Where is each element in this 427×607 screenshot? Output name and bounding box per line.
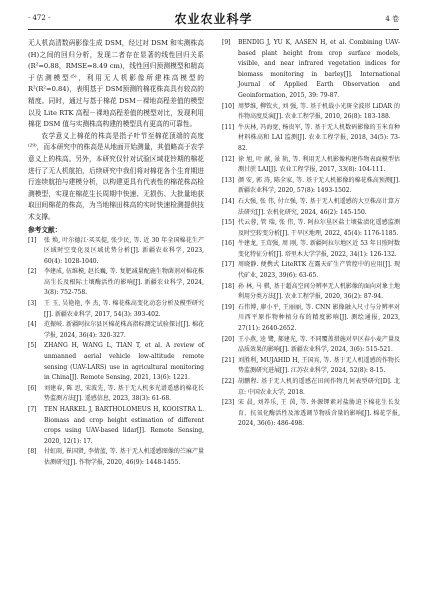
- reference-number: [11]: [222, 123, 235, 131]
- reference-number: [17]: [222, 261, 235, 269]
- journal-title: 农业农业科学: [174, 12, 253, 26]
- reference-list: [28, 236, 204, 469]
- reference-item: [28, 447, 204, 468]
- reference-text: 牛庆林, 冯海宽, 杨贵军, 等. 基于无人机数码影像的玉米育种材料株高和 LAI 监测[J]. 农业工程学报, 2018, 34(5): 73-82.: [238, 123, 400, 152]
- reference-number: [21]: [222, 356, 235, 364]
- reference-text: 胡鹏程. 基于无人机的遥感在田间作物几何表型研究[D]. 北京: 中国农业大学, 2018.: [238, 378, 400, 396]
- reference-number: [10]: [222, 102, 235, 110]
- reference-text: 付虹雨, 崔国贤, 李倩蓝, 等. 基于无人机遥感图像的苎麻产量估测研究[J]. 作物学报, 2020, 46(9): 1448-1455.: [44, 448, 204, 466]
- reference-text: BENDIG J, YU K, AASEN H, et al. Combining UAV-based plant height from crop surface models, visible, and near infrared vegetation indices for biomass monitoring in barley[J]. International Journal of Applied Earth Observation and Geoinformation, 2015, 39: 79-87.: [238, 39, 400, 99]
- reference-text: 牛建龙, 王茸强, 周 刚, 等. 新疆阿拉尔地区近 53 年日照时数变化特征分析[J]. 塔里木大学学报, 2022, 34(1): 126-132.: [238, 240, 400, 258]
- reference-item: [28, 320, 204, 341]
- reference-item: [222, 38, 400, 102]
- reference-number: [13]: [222, 176, 235, 184]
- reference-item: [222, 239, 400, 260]
- reference-text: ZHANG H, WANG L, TIAN T, et al. A review of unmanned aerial vehicle low-altitude remote sensing (UAV-LARS) use in agricultural monitoring in China[J]. Remote Sensing, 2021, 13(6): 1221.: [44, 342, 204, 382]
- reference-item: [222, 155, 400, 176]
- reference-item: [222, 303, 400, 335]
- reference-number: [3]: [28, 300, 37, 308]
- body-paragraph: 无人机高清数码影像生成 DSM，经过对 DSM 和实测株高 (H)之间的回归分析，发现二者存在显著的线性回归关系(R²=0.88，RMSE=8.49 cm)，线性回归预测模型和精高于估测模型⁽⁵⁾，利用无人机影像所建株高模型的R²(R²=0.84)，表明基于 DSM预测的棉花株高具有较高的精度。同时，通过与基于棉花 DSM－裸地高程差值的模型以及 Lite RTK 高程－裸地高程差值的模型对比，发现利用棉花 DSM 值与实测株高构建的模型具有更高的可靠性。: [28, 39, 204, 129]
- reference-item: [222, 282, 400, 303]
- reference-text: 宋 晨, 刘养乐, 王 茵, 等. 外源钾素对盐胁迫下棉花生长发育、抗氧化酶活性及渗透调节物质含量的影响[J]. 棉花学报, 2024, 36(6): 486-498.: [238, 399, 400, 428]
- reference-number: [22]: [222, 378, 235, 385]
- reference-item: [28, 405, 204, 447]
- page-header: [28, 10, 399, 28]
- reference-item: [222, 197, 400, 218]
- reference-item: [222, 356, 400, 377]
- reference-number: [16]: [222, 240, 235, 248]
- right-column: [222, 38, 400, 430]
- reference-text: 刘建春, 陈 思, 宋波先, 等. 基于无人机多光谱遥感的棉花长势监测方法[J]. 遥感信息, 2023, 38(3): 61-68.: [44, 384, 204, 403]
- reference-number: [7]: [28, 406, 37, 413]
- reference-number: [15]: [222, 219, 235, 227]
- reference-number: [23]: [222, 399, 235, 407]
- references-heading: 参考文献：: [28, 225, 62, 234]
- reference-number: [14]: [222, 197, 235, 205]
- reference-text: 范振岐. 新疆阿拉尔县区棉花株高指标测定试验探讨[J]. 棉花学报, 2024, 36(4): 320-327.: [44, 321, 204, 339]
- reference-item: [222, 218, 400, 239]
- reference-item: [222, 260, 400, 281]
- reference-number: [9]: [222, 39, 231, 46]
- reference-number: [19]: [222, 303, 235, 311]
- reference-number: [8]: [28, 448, 37, 456]
- reference-text: 徐 旭, 叶 献, 景 轨, 等. 利用无人机影像构建作物表面模型估测甘蔗 LAI[J]. 农业工程学报, 2017, 33(8): 104-111.: [238, 155, 400, 174]
- header-rule: [28, 29, 399, 30]
- reference-number: [12]: [222, 155, 235, 163]
- reference-item: [28, 236, 204, 268]
- reference-text: 颜 安, 郭 涛, 陈全家, 等. 基于无人机影像的棉花株高预测[J]. 新疆农业科学, 2020, 57(8): 1493-1502.: [238, 176, 400, 195]
- reference-number: [6]: [28, 384, 37, 392]
- page-number: · 472 ·: [28, 14, 51, 22]
- reference-item: [28, 341, 204, 383]
- volume-label: 4 卷: [385, 15, 399, 23]
- reference-number: [1]: [28, 236, 37, 244]
- reference-text: 刘胜利, MUJAHID H, 王国宾, 等. 基于无人机遥感的作物长势监测研究进展[J]. 江苏农业科学, 2024, 52(8): 8-15.: [238, 356, 400, 375]
- reference-number: [18]: [222, 282, 235, 290]
- reference-text: 李建成, 伍维模, 赵长巍, 等. 复肥减量配施生物菌剂对棉花株高生长及根际土壤酶活性的影响[J]. 新疆农业科学, 2024, 3(8): 752-758.: [44, 268, 204, 297]
- reference-item: [222, 123, 400, 155]
- reference-text: 张 焕, 叶尔德江·买买提, 张少民, 等. 近 30 年全国棉花生产区域时空变化及区域优势分析[J]. 新疆农业科学, 2023, 60(4): 1028-1040.: [44, 236, 204, 265]
- reference-item: [28, 267, 204, 299]
- reference-text: 代云蓉, 管 瑞, 张 伟, 等. 阿拉尔垦区盐土壤盐渍化遥感监测及时空转变分析[J]. 干旱区地理, 2022, 45(4): 1176-1185.: [238, 219, 400, 237]
- reference-item: [28, 384, 204, 405]
- reference-number: [5]: [28, 342, 37, 350]
- reference-number: [20]: [222, 335, 235, 343]
- left-column: [28, 38, 204, 469]
- reference-text: 周晓静. 便携式 LiteRTK 在露天矿生产管控中的应用[J]. 现代矿业, 2023, 39(6): 63-65.: [238, 261, 400, 280]
- reference-number: [4]: [28, 321, 37, 329]
- reference-list: [222, 38, 400, 430]
- reference-text: 周梦维, 柳钦火, 刘 强, 等. 基于机载小光斑全波形 LiDAR 的作物高度反演[J]. 农业工程学报, 2010, 26(8): 183-188.: [238, 102, 400, 121]
- reference-text: 石大强, 张 伟, 付立强, 等. 基于无人机遥感的大豆株高计算方法研究[J]. 农机化研究, 2024, 46(2): 145-150.: [238, 197, 400, 216]
- reference-text: 王 玉, 吴艳艳, 李 杰, 等. 棉花株高变化动态分析及模型研究[J]. 新疆农业科学, 2017, 54(3): 393-402.: [44, 300, 204, 318]
- reference-text: 石伟博, 廖小平, 王丽丽, 等. CNN 影像融入尺寸与分辨率对川西平原作物种植分布的精度影响[J]. 测绘通报, 2023, 27(11): 2640-2652.: [238, 303, 400, 333]
- reference-text: 孙 林, 马 骐, 基于超高空间分辨率无人机影像的面向对象土地利用分类方法[J]. 农业工程学报, 2020, 36(2): 87-94.: [238, 282, 400, 301]
- reference-text: 王小燕, 逵 鹭, 郝建光, 等. 不同覆盖措施对旱区春小麦产量及品质效果的影响[J]. 新疆农业科学, 2024, 3(6): 515-521.: [238, 335, 400, 354]
- reference-item: [222, 176, 400, 197]
- reference-item: [28, 299, 204, 320]
- reference-item: [222, 335, 400, 356]
- body-paragraph: 农学意义上棉花的株高是指子叶节至棉花顶端的高度⁽²⁹⁾，而本研究中的株高是从地面开始测量，其值略高于农学意义上的株高。另外，本研究仅针对试验区域花铃期的棉花进行了无人机航拍，后续研究中我们将对棉花各个生育期进行连续航拍与建模分析，以构建更具有代表性的棉花株高检测模型，实现在棉花生长周期中快速、无损伤、大批量地获取田间棉花的株高，为当地棉田株高的实时快速检测提供技术支撑。: [28, 131, 204, 221]
- reference-number: [2]: [28, 268, 37, 276]
- reference-text: TEN HARKEL J, BARTHOLOMEUS H, KOOISTRA L. Biomass and crop height estimation of different crops using UAV-based lidar[J]. Remote Sensing, 2020, 12(1): 17.: [44, 406, 204, 445]
- reference-item: [222, 102, 400, 123]
- reference-item: [222, 398, 400, 430]
- reference-item: [222, 377, 400, 398]
